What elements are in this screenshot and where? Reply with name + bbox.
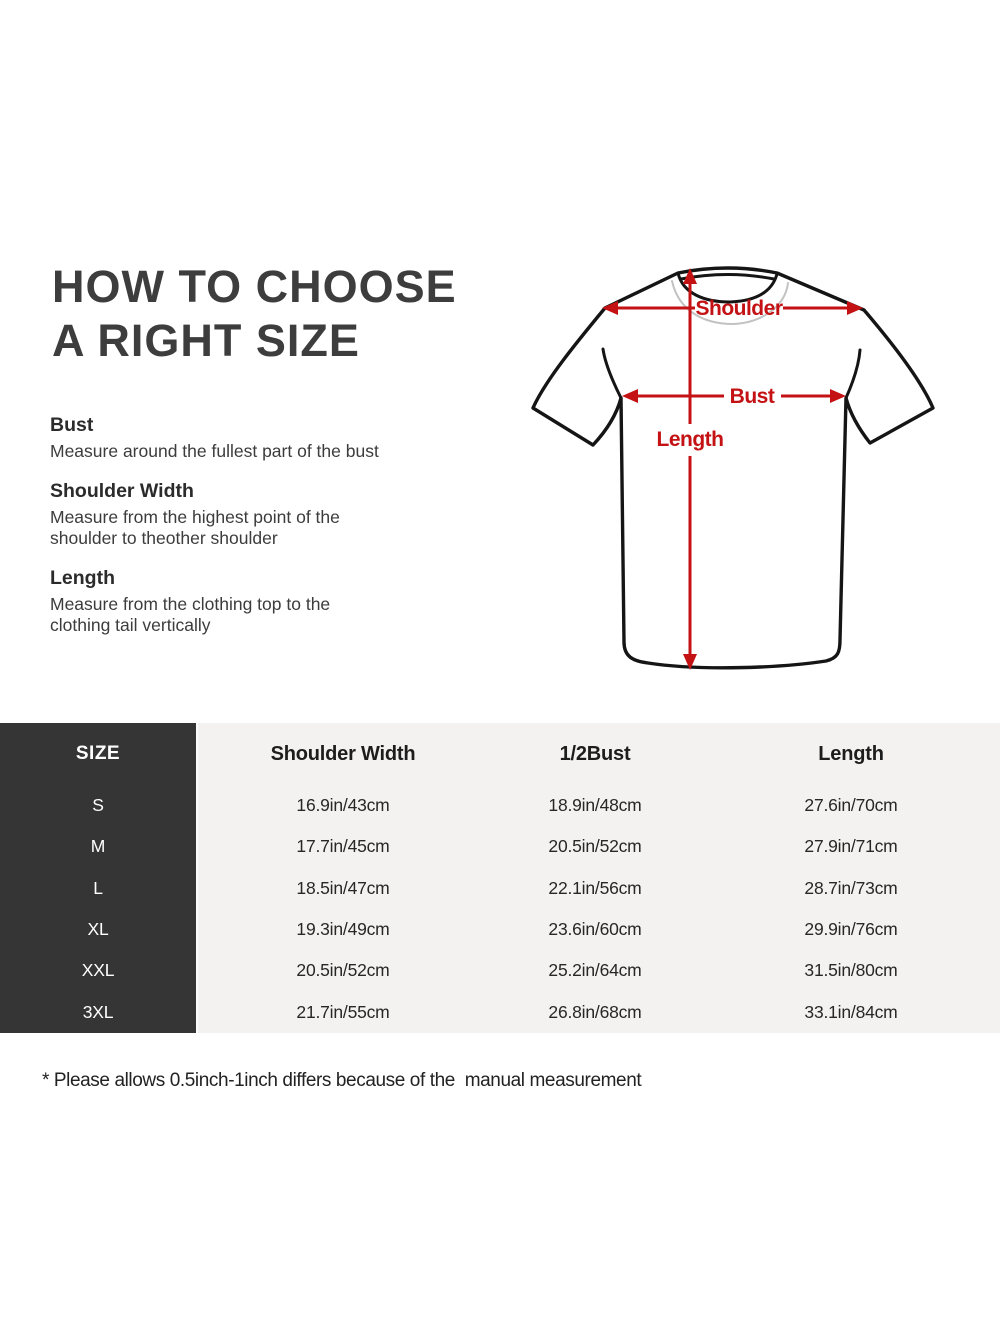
table-cell-l-bust: 22.1in/56cm xyxy=(548,877,642,898)
table-cell-m-length: 27.9in/71cm xyxy=(804,836,898,857)
guide-section-bust xyxy=(50,413,480,463)
table-cell-3xl-bust: 26.8in/68cm xyxy=(548,1001,642,1022)
table-cell-xxl-length: 31.5in/80cm xyxy=(804,960,898,981)
measurement-guide xyxy=(50,413,480,653)
guide-section-shoulder xyxy=(50,479,480,550)
size-label-l: L xyxy=(0,868,198,909)
guide-heading-shoulder: Shoulder Width xyxy=(50,479,194,502)
tshirt-diagram xyxy=(500,248,970,700)
table-cell-l-shoulder: 18.5in/47cm xyxy=(296,877,390,898)
shoulder-arrow-label: Shoulder xyxy=(695,297,783,320)
size-table-header-half-bust: 1/2Bust xyxy=(559,742,631,765)
table-cell-xl-length: 29.9in/76cm xyxy=(804,919,898,940)
page-title xyxy=(52,260,457,368)
guide-text-bust: Measure around the fullest part of the bust xyxy=(50,441,379,461)
table-cell-s-bust: 18.9in/48cm xyxy=(548,795,642,816)
table-cell-m-bust: 20.5in/52cm xyxy=(548,836,642,857)
page-title-line1: HOW TO CHOOSE xyxy=(52,261,457,312)
guide-heading-length: Length xyxy=(50,566,115,589)
guide-heading-bust: Bust xyxy=(50,414,94,436)
size-table-header-size: SIZE xyxy=(0,723,198,785)
table-cell-s-length: 27.6in/70cm xyxy=(804,795,898,816)
size-label-m: M xyxy=(0,826,198,867)
table-cell-3xl-shoulder: 21.7in/55cm xyxy=(296,1001,390,1022)
bust-arrow-label: Bust xyxy=(729,385,775,408)
size-table-header-length: Length xyxy=(818,742,884,765)
page-title-line2: A RIGHT SIZE xyxy=(52,315,360,366)
size-label-s: S xyxy=(0,785,198,826)
size-table xyxy=(0,723,1000,1033)
size-label-xl: XL xyxy=(0,909,198,950)
table-cell-xxl-bust: 25.2in/64cm xyxy=(548,960,642,981)
table-cell-3xl-length: 33.1in/84cm xyxy=(804,1001,898,1022)
table-cell-xl-bust: 23.6in/60cm xyxy=(548,919,642,940)
size-table-header-shoulder-width: Shoulder Width xyxy=(270,742,416,765)
guide-text-length: Measure from the clothing top to the clothing tail vertically xyxy=(50,593,331,635)
table-cell-xl-shoulder: 19.3in/49cm xyxy=(296,919,390,940)
measurement-disclaimer: * Please allows 0.5inch-1inch differs because of the manual measurement xyxy=(42,1070,642,1091)
size-label-xxl: XXL xyxy=(0,950,198,991)
guide-section-length xyxy=(50,566,480,637)
table-cell-xxl-shoulder: 20.5in/52cm xyxy=(296,960,390,981)
length-arrow-label: Length xyxy=(656,428,724,451)
size-label-3xl: 3XL xyxy=(0,992,198,1033)
table-cell-s-shoulder: 16.9in/43cm xyxy=(296,795,390,816)
tshirt-outline xyxy=(533,268,933,668)
guide-text-shoulder: Measure from the highest point of the shoulder to theother shoulder xyxy=(50,506,340,548)
table-cell-l-length: 28.7in/73cm xyxy=(804,877,898,898)
table-cell-m-shoulder: 17.7in/45cm xyxy=(296,836,390,857)
